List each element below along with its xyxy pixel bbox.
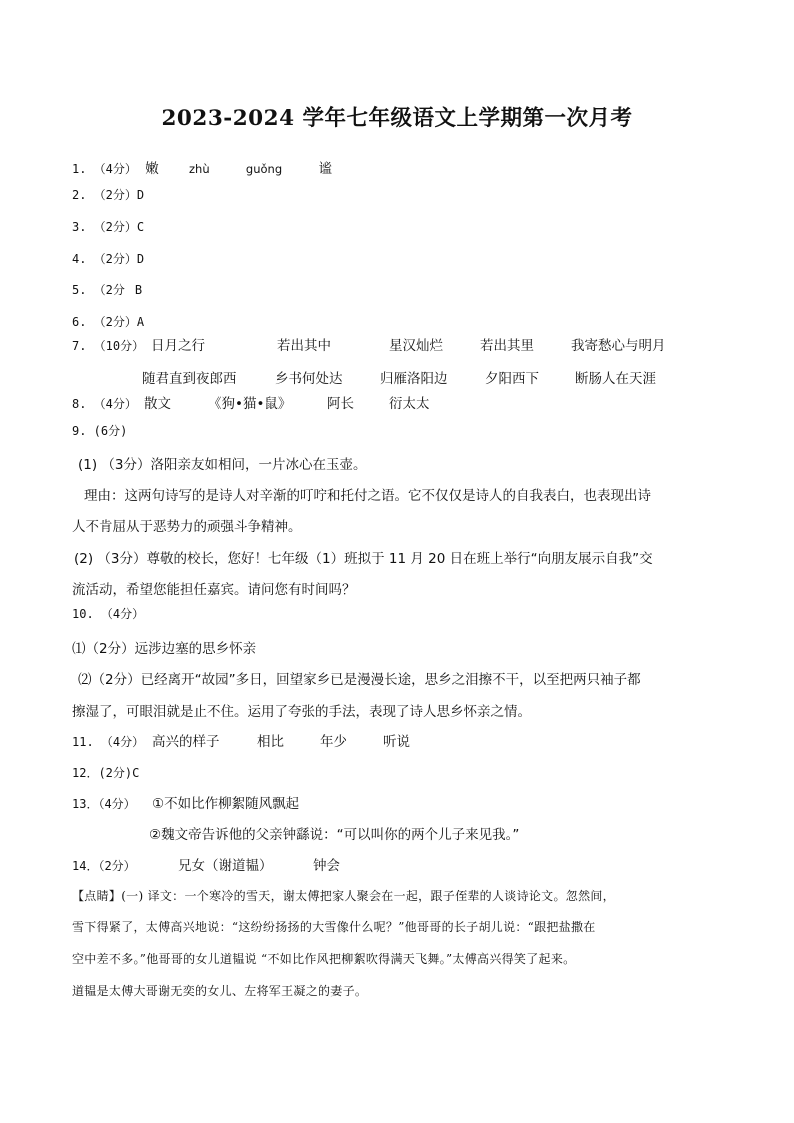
answer-10-part-2-cont: 擦湿了，可眼泪就是止不住。运用了夸张的手法，表现了诗人思乡怀亲之情。 [72, 704, 531, 720]
answer-9-part-1: (1) （3分）洛阳亲友如相问，一片冰心在玉壶。 [78, 457, 367, 473]
page-title: 2023-2024 学年七年级语文上学期第一次月考 [161, 106, 633, 131]
answer-13: 13．（4分） ①不如比作柳絮随风飘起 [72, 796, 300, 812]
answer-9: 9. (6分) [72, 424, 128, 438]
answer-5: 5. （2分 B [72, 283, 143, 297]
answer-7: 7. （10分） [72, 339, 145, 353]
answer-9-reason: 理由：这两句诗写的是诗人对辛渐的叮咛和托付之语。它不仅仅是诗人的自我表白，也表现出诗 [84, 488, 651, 504]
note-line-1: 【点睛】(一) 译文：一个寒冷的雪天，谢太傅把家人聚会在一起，跟子侄辈的人谈诗论文。忽然间， [72, 889, 615, 903]
answer-8: 8. （4分） 散文 《狗•猫•鼠》 阿长 衍太太 [72, 396, 430, 412]
answer-10-part-2: ⑵（2分）已经离开“故园”多日，回望家乡已是漫漫长途，思乡之泪擦不干，以至把两只袖子都 [78, 672, 641, 688]
answer-9-part-2-cont: 流活动，希望您能担任嘉宾。请问您有时间吗？ [72, 582, 356, 598]
note-line-3: 空中差不多。”他哥哥的女儿道韫说 “不如比作风把柳絮吹得满天飞舞。”太傅高兴得笑了起来。 [72, 952, 576, 966]
note-line-2: 雪下得紧了，太傅高兴地说：“这纷纷扬扬的大雪像什么呢？”他哥哥的长子胡儿说：“跟把盐撒在 [72, 920, 596, 934]
answer-3: 3. （2分）C [72, 220, 145, 234]
answer-2: 2. （2分）D [72, 188, 145, 202]
answer-6: 6. （2分）A [72, 315, 145, 329]
answer-14: 14．（2分） 兄女（谢道韫） 钟会 [72, 858, 340, 874]
note-line-4: 道韫是太傅大哥谢无奕的女儿、左将军王凝之的妻子。 [72, 984, 368, 998]
answer-12: 12．(2分)C [72, 766, 140, 780]
answer-9-part-2: (2) （3分）尊敬的校长，您好！七年级（1）班拟于 11 月 20 日在班上举行“向朋友展示自我”交 [74, 551, 653, 567]
answer-10: 10. （4分） [72, 607, 145, 621]
answer-10-part-1: ⑴（2分）远涉边塞的思乡怀亲 [72, 641, 257, 657]
answer-11: 11. （4分） 高兴的样子 相比 年少 听说 [72, 734, 410, 750]
answer-4: 4. （2分）D [72, 252, 145, 266]
answer-1: 1. （4分） 嫩 zhù guǒng 谧 [72, 161, 332, 177]
answer-13-part-2: ②魏文帝告诉他的父亲钟繇说：“可以叫你的两个儿子来见我。” [149, 827, 520, 843]
answer-9-reason-cont: 人不肯屈从于恶势力的顽强斗争精神。 [72, 519, 302, 535]
